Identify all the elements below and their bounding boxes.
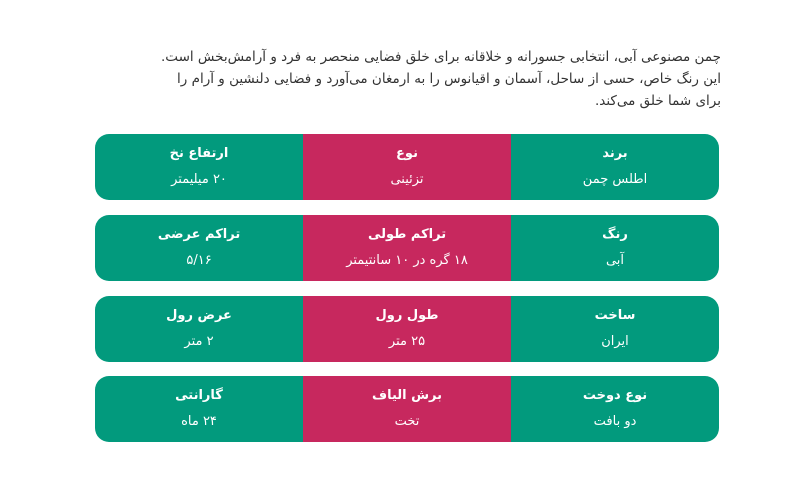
spec-cell-roll-length <box>303 296 511 362</box>
spec-value: دو بافت <box>593 414 637 429</box>
spec-value: ۱۸ گره در ۱۰ سانتیمتر <box>346 253 468 268</box>
spec-cell-stitch-type <box>511 376 719 442</box>
intro-paragraph <box>93 46 721 112</box>
spec-value: اطلس چمن <box>582 172 648 187</box>
spec-label: طول رول <box>375 308 439 323</box>
spec-value: تخت <box>394 414 420 429</box>
spec-value: آبی <box>605 253 625 268</box>
spec-cell-warranty <box>95 376 303 442</box>
spec-label: نوع <box>396 146 418 161</box>
spec-value: تزئینی <box>390 172 424 187</box>
spec-label: گارانتی <box>175 388 223 403</box>
spec-value: ۵/۱۶ <box>186 253 212 268</box>
spec-label: نوع دوخت <box>582 388 648 403</box>
spec-card-4 <box>95 376 719 442</box>
spec-label: عرض رول <box>166 308 232 323</box>
spec-value: ۲۴ ماه <box>181 414 217 429</box>
spec-cell-type <box>303 134 511 200</box>
spec-cell-pile-height <box>95 134 303 200</box>
intro-line: برای شما خلق می‌کند. <box>594 93 721 109</box>
spec-label: برش الیاف <box>371 388 443 403</box>
spec-cell-width-density <box>95 215 303 281</box>
spec-label: تراکم طولی <box>367 227 447 242</box>
spec-card-2 <box>95 215 719 281</box>
intro-line: این رنگ خاص، حسی از ساحل، آسمان و اقیانوس را به ارمغان می‌آورد و فضایی دلنشین و آرام را <box>177 71 721 87</box>
spec-label: ساخت <box>594 308 636 323</box>
spec-cell-color <box>511 215 719 281</box>
spec-value: ۲ متر <box>184 334 214 349</box>
spec-value: ۲۵ متر <box>388 334 426 349</box>
spec-cell-fiber-cut <box>303 376 511 442</box>
spec-cell-origin <box>511 296 719 362</box>
spec-label: رنگ <box>602 227 628 242</box>
spec-label: ارتفاع نخ <box>169 146 229 161</box>
spec-label: برند <box>602 146 628 161</box>
spec-value: ایران <box>601 334 629 349</box>
spec-cell-brand <box>511 134 719 200</box>
spec-card-3 <box>95 296 719 362</box>
spec-cell-length-density <box>303 215 511 281</box>
intro-line: چمن مصنوعی آبی، انتخابی جسورانه و خلاقانه برای خلق فضایی منحصر به فرد و آرامش‌بخش است. <box>161 49 721 65</box>
spec-label: تراکم عرضی <box>157 227 241 242</box>
spec-cell-roll-width <box>95 296 303 362</box>
spec-card-1 <box>95 134 719 200</box>
spec-value: ۲۰ میلیمتر <box>171 172 227 187</box>
